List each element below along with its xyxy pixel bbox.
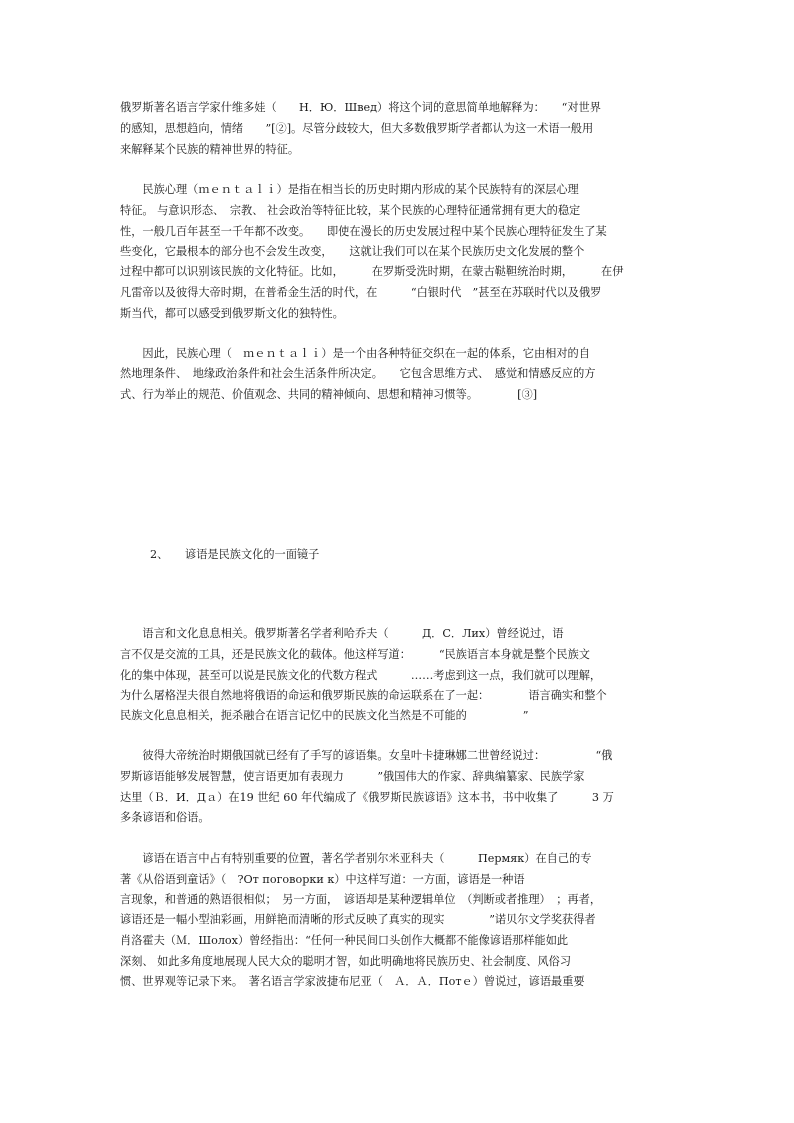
text-line: 式、行为举止的规范、价值观念、共同的精神倾向、思想和精神习惯等。 [③] — [120, 388, 538, 401]
text-line: 斯当代，都可以感受到俄罗斯文化的独特性。 — [120, 307, 344, 320]
text-line: 特征。 与意识形态、 宗教、 社会政治等特征比较，某个民族的心理特征通常拥有更大的稳定 — [120, 204, 581, 217]
text-line: 著《从俗语到童话》（ ?От поговорки к）中这样写道：一方面，谚语是一种语 — [120, 873, 525, 886]
text-line: 然地理条件、 地缘政治条件和社会生活条件所决定。 它包含思维方式、 感觉和情感反应的方 — [120, 367, 596, 380]
text-line: 过程中都可以识别该民族的文化特征。比如， 在罗斯受洗时期，在蒙古鞑靼统治时期， 在伊 — [120, 265, 624, 278]
text-line: 俄罗斯著名语言学家什维多娃（ Н．Ю．Швед）将这个词的意思简单地解释为： “对世界 — [120, 101, 601, 114]
section-number: 2、 — [150, 548, 169, 561]
text-line: 些变化，它最根本的部分也不会发生改变， 这就让我们可以在某个民族历史文化发展的整个 — [120, 245, 585, 258]
text-line: 肖洛霍夫（Ｍ．Шолох）曾经指出：“任何一种民间口头创作大概都不能像谚语那样能如此 — [120, 934, 569, 947]
text-line: 罗斯谚语能够发展智慧，使言语更加有表现力 ”俄国伟大的作家、辞典编纂家、民族学家 — [120, 770, 585, 783]
text-line: 彼得大帝统治时期俄国就已经有了手写的谚语集。女皇叶卡捷琳娜二世曾经说过： “俄 — [120, 749, 613, 762]
text-line: 言现象，和普通的熟语很相似； 另一方面， 谚语却是某种逻辑单位 （判断或者推理） ；再者， — [120, 893, 602, 906]
text-line: 惯、世界观等记录下来。 著名语言学家波捷布尼亚（ Ａ．Ａ．Потｅ）曾说过，谚语最重要 — [120, 975, 585, 988]
text-line: 为什么屠格涅夫很自然地将俄语的命运和俄罗斯民族的命运联系在了一起： 语言确实和整个 — [120, 689, 607, 702]
text-line: 谚语在语言中占有特别重要的位置，著名学者别尔米亚科夫（ Пермяк）在自己的专 — [120, 852, 592, 865]
text-line: 来解释某个民族的精神世界的特征。 — [120, 143, 300, 156]
text-line: 化的集中体现，甚至可以说是民族文化的代数方程式 ……考虑到这一点，我们就可以理解， — [120, 669, 602, 682]
text-line: 的感知，思想趋向，情绪 ”[②]。尽管分歧较大，但大多数俄罗斯学者都认为这一术语一般用 — [120, 122, 594, 135]
text-line: 因此，民族心理（ ｍｅｎｔａｌｉ）是一个由各种特征交织在一起的体系，它由相对的自 — [120, 347, 590, 360]
section-title: 谚语是民族文化的一面镜子 — [185, 548, 320, 561]
text-line: 言不仅是交流的工具，还是民族文化的载体。他这样写道： “民族语言本身就是整个民族文 — [120, 648, 590, 661]
text-line: 深刻、 如此多角度地展现人民大众的聪明才智，如此明确地将民族历史、社会制度、风俗习 — [120, 955, 572, 968]
text-line: 达里（Ｂ．И．Дａ）在19 世纪 60 年代编成了《俄罗斯民族谚语》这本书，书中收集了 3 万 — [120, 791, 614, 804]
text-line: 凡雷帝以及彼得大帝时期，在普希金生活的时代，在 “白银时代 ”甚至在苏联时代以及俄罗 — [120, 286, 602, 299]
text-line: 多条谚语和俗语。 — [120, 811, 210, 824]
text-line: 谚语还是一幅小型油彩画，用鲜艳而清晰的形式反映了真实的现实 ”诺贝尔文学奖获得者 — [120, 913, 596, 926]
text-line: 语言和文化息息相关。俄罗斯著名学者利哈乔夫（ Д．С．Лих）曾经说过，语 — [120, 627, 564, 640]
text-line: 性，一般几百年甚至一千年都不改变。 即使在漫长的历史发展过程中某个民族心理特征发生了某 — [120, 225, 607, 238]
text-line: 民族文化息息相关，扼杀融合在语言记忆中的民族文化当然是不可能的 ” — [120, 709, 529, 722]
text-line: 民族心理（ｍｅｎｔａｌｉ）是指在相当长的历史时期内形成的某个民族特有的深层心理 — [120, 183, 579, 196]
